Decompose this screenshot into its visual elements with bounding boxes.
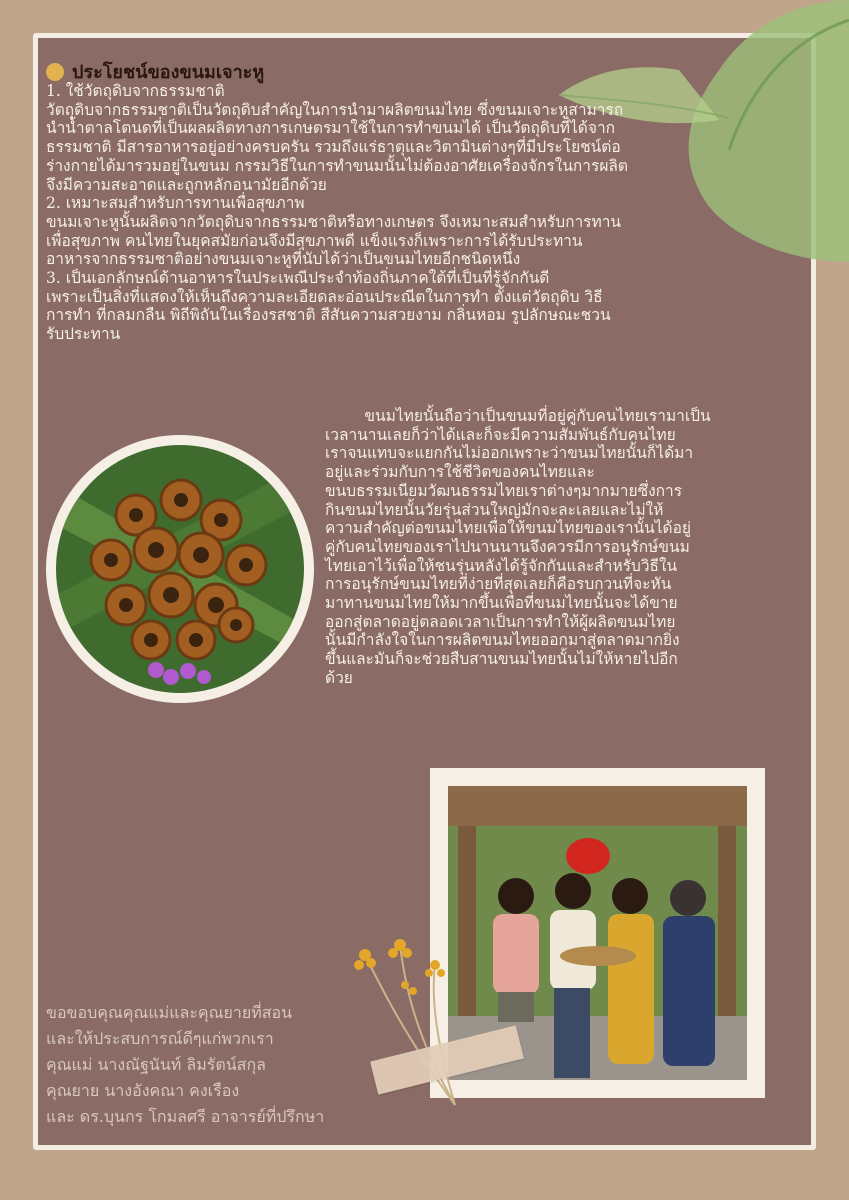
fried-dessert-illustration — [56, 445, 304, 693]
acknowledgement-line: และ ดร.บุนกร โกมลศรี อาจารย์ที่ปรึกษา — [46, 1107, 325, 1126]
benefit-line: อาหารจากธรรมชาติอย่างขนมเจาะหูที่นับได้ว่าเป็นขนมไทยอีกชนิดหนึ่ง — [46, 250, 521, 269]
heading-text: ประโยชน์ของขนมเจาะหู — [72, 62, 265, 83]
acknowledgement-line: คุณแม่ นางณัฐนันท์ ลิมรัตน์สกุล — [46, 1055, 266, 1074]
main-paragraph — [325, 407, 805, 688]
acknowledgement-line: คุณยาย นางอังคณา คงเรือง — [46, 1081, 240, 1100]
benefit-line: ร่างกายได้มารวมอยู่ในขนม กรรมวิธีในการทำขนมนั้นไม่ต้องอาศัยเครื่องจักรในการผลิต — [46, 156, 628, 175]
acknowledgement-line: และให้ประสบการณ์ดีๆแก่พวกเรา — [46, 1029, 274, 1048]
paragraph-line: กินขนมไทยนั้นวัยรุ่นส่วนใหญ่มักจะละเลยและไม่ให้ — [325, 500, 664, 519]
benefits-text — [46, 82, 806, 344]
paragraph-line: คู่กับคนไทยของเราไปนานนานจึงควรมีการอนุรักษ์ขนม — [325, 537, 690, 556]
benefit-line: รับประทาน — [46, 325, 121, 344]
benefit-line: ธรรมชาติ มีสารอาหารอยู่อย่างครบครัน รวมถึงแร่ธาตุและวิตามินต่างๆที่มีประโยชน์ต่อ — [46, 138, 621, 157]
paragraph-line: มาทานขนมไทยให้มากขึ้นเพื่อที่ขนมไทยนั้นจะได้ขาย — [325, 594, 678, 613]
paragraph-line: ออกสู่ตลาดอยู่ตลอดเวลาเป็นการทำให้ผู้ผลิตขนมไทย — [325, 612, 676, 631]
benefit-line: การทำ ที่กลมกลืน พิถีพิถันในเรื่องรสชาติ สีสันความสวยงาม กลิ่นหอม รูปลักษณะชวน — [46, 306, 611, 325]
paragraph-line: ด้วย — [325, 668, 353, 687]
paragraph-line: อยู่และร่วมกับการใช้ชีวิตของคนไทยและ — [325, 463, 595, 482]
benefit-line: นำน้ำตาลโตนดที่เป็นผลผลิตทางการเกษตรมาใช้ในการทำขนมได้ เป็นวัตถุดิบที่ได้จาก — [46, 119, 616, 138]
paragraph-line: เราจนแทบจะแยกกันไม่ออกเพราะว่าขนมไทยนั้นก็ได้มา — [325, 444, 694, 463]
paragraph-line: ขนบธรรมเนียมวัฒนธรรมไทยเราต่างๆมากมายซึ่งการ — [325, 481, 683, 500]
dessert-photo — [46, 435, 314, 703]
paragraph-line: เวลานานเลยก็ว่าได้และก็จะมีความสัมพันธ์กับคนไทย — [325, 425, 676, 444]
benefit-line: 2. เหมาะสมสำหรับการทานเพื่อสุขภาพ — [46, 194, 305, 213]
benefit-line: ขนมเจาะหูนั้นผลิตจากวัตถุดิบจากธรรมชาติหรือทางเกษตร จึงเหมาะสมสำหรับการทาน — [46, 212, 622, 231]
acknowledgement-text — [46, 1000, 426, 1130]
benefit-line: 3. เป็นเอกลักษณ์ด้านอาหารในประเพณีประจำท้องถิ่นภาคใต้ที่เป็นที่รู้จักกันดี — [46, 269, 550, 288]
paragraph-line: การอนุรักษ์ขนมไทยที่ง่ายที่สุดเลยก็คือรบกวนที่จะหัน — [325, 575, 672, 594]
paragraph-line: นั้นมีกำลังใจในการผลิตขนมไทยออกมาสู่ตลาดมากยิ่ง — [325, 631, 680, 650]
bullet-dot-icon — [46, 63, 64, 81]
benefit-line: เพื่อสุขภาพ คนไทยในยุคสมัยก่อนจึงมีสุขภาพดี แข็งแรงก็เพราะการได้รับประทาน — [46, 231, 583, 250]
acknowledgement-line: ขอขอบคุณคุณแม่และคุณยายที่สอน — [46, 1003, 293, 1022]
paragraph-line: ขนมไทยนั้นถือว่าเป็นขนมที่อยู่คู่กับคนไทยเรามาเป็น — [325, 407, 711, 425]
paragraph-line: ไทยเอาไว้เพื่อให้ชนรุ่นหลังได้รู้จักกันและสำหรับวิธีใน — [325, 556, 678, 575]
paragraph-line: ขึ้นและมันก็จะช่วยสืบสานขนมไทยนั้นไม่ให้หายไปอีก — [325, 650, 678, 669]
paragraph-line: ความสำคัญต่อขนมไทยเพื่อให้ขนมไทยของเรานั้นได้อยู่ — [325, 519, 691, 538]
benefit-line: เพราะเป็นสิ่งที่แสดงให้เห็นถึงความละเอียดละอ่อนประณีตในการทำ ตั้งแต่วัตถุดิบ วิธี — [46, 287, 603, 306]
benefit-line: 1. ใช้วัตถุดิบจากธรรมชาติ — [46, 82, 225, 100]
benefit-line: วัตถุดิบจากธรรมชาติเป็นวัตถุดิบสำคัญในการนำมาผลิตขนมไทย ซึ่งขนมเจาะหูสามารถ — [46, 100, 624, 119]
benefit-line: จึงมีความสะอาดและถูกหลักอนามัยอีกด้วย — [46, 175, 327, 194]
